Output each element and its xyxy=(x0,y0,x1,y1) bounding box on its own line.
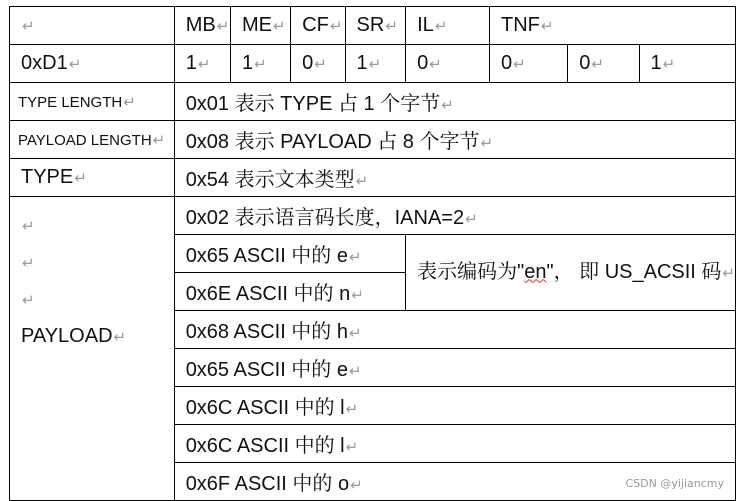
flag-values-row xyxy=(10,45,736,83)
flags-header-row xyxy=(10,7,736,45)
type-length-value: 0x01 表示 TYPE 占 1 个字节↵ xyxy=(174,83,735,121)
payload-length-value: 0x08 表示 PAYLOAD 占 8 个字节↵ xyxy=(174,121,735,159)
sr-bit: 1↵ xyxy=(345,45,406,83)
payload-label-cell: ↵ ↵ ↵ PAYLOAD↵ xyxy=(10,197,175,501)
encoding-byte-e: 0x65 ASCII 中的 e↵ xyxy=(174,235,405,273)
flag-me-header: ME↵ xyxy=(230,7,290,45)
payload-byte-o: 0x6F ASCII 中的 o↵ xyxy=(174,463,735,501)
payload-byte-l-1: 0x6C ASCII 中的 l↵ xyxy=(174,387,735,425)
cf-bit: 0↵ xyxy=(291,45,345,83)
type-length-row xyxy=(10,83,736,121)
il-bit: 0↵ xyxy=(406,45,490,83)
flag-tnf-header: TNF↵ xyxy=(489,7,735,45)
language-code-length: 0x02 表示语言码长度，IANA=2↵ xyxy=(174,197,735,235)
tnf-bit-1: 0↵ xyxy=(568,45,639,83)
tnf-bit-2: 0↵ xyxy=(489,45,567,83)
flag-mb-header: MB↵ xyxy=(174,7,230,45)
header-byte-label: 0xD1↵ xyxy=(10,45,175,83)
payload-length-label: PAYLOAD LENGTH↵ xyxy=(10,121,175,159)
type-label: TYPE↵ xyxy=(10,159,175,197)
type-value: 0x54 表示文本类型↵ xyxy=(174,159,735,197)
payload-byte-l-2: 0x6C ASCII 中的 l↵ xyxy=(174,425,735,463)
encoding-note: 表示编码为"en"， 即 US_ACSII 码↵ xyxy=(406,235,736,311)
mb-bit: 1↵ xyxy=(174,45,230,83)
payload-byte-h: 0x68 ASCII 中的 h↵ xyxy=(174,311,735,349)
empty-header-cell: ↵ xyxy=(10,7,175,45)
payload-row-0 xyxy=(10,197,736,235)
flag-cf-header: CF↵ xyxy=(291,7,345,45)
type-row xyxy=(10,159,736,197)
csdn-watermark: CSDN @yijiancmy xyxy=(625,477,724,490)
tnf-bit-0: 1↵ xyxy=(639,45,735,83)
payload-label: PAYLOAD↵ xyxy=(21,325,127,347)
payload-length-row xyxy=(10,121,736,159)
ndef-record-table xyxy=(9,6,736,501)
flag-sr-header: SR↵ xyxy=(345,7,406,45)
type-length-label: TYPE LENGTH↵ xyxy=(10,83,175,121)
payload-byte-e: 0x65 ASCII 中的 e↵ xyxy=(174,349,735,387)
flag-il-header: IL↵ xyxy=(406,7,490,45)
me-bit: 1↵ xyxy=(230,45,290,83)
encoding-byte-n: 0x6E ASCII 中的 n↵ xyxy=(174,273,405,311)
